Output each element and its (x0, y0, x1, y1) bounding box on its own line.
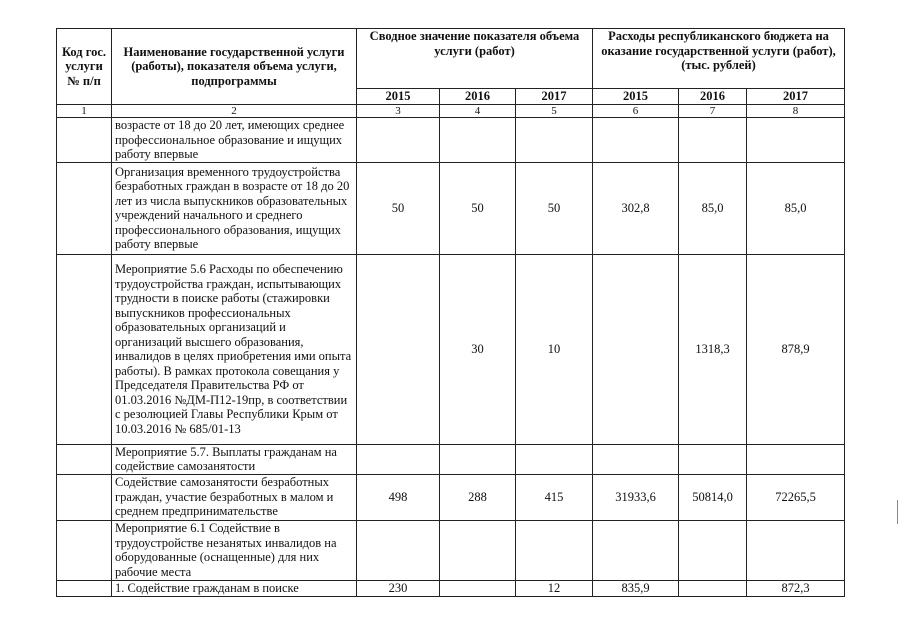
volume-2016: 288 (440, 474, 516, 520)
scan-artifact (897, 500, 898, 524)
row-code (57, 580, 112, 596)
budget-2015 (593, 444, 679, 474)
column-index: 1 (57, 105, 112, 118)
column-index-row (57, 105, 845, 118)
row-name: возрасте от 18 до 20 лет, имеющих среднее профессиональное образование и ищущих работу впервые (112, 118, 357, 163)
budget-2015 (593, 520, 679, 580)
row-name: Мероприятие 5.6 Расходы по обеспечению трудоустройства граждан, испытывающих трудности в поиске работы (стажировки выпускников профессиональных образовательных организаций и организаций высшего образования, инвалидов в целях приобретения ими опыта работы). В рамках протокола совещания у Председателя Правительства РФ от 01.03.2016 №ДМ-П12-19пр, в соответствии с резолюцией Главы Республики Крым от 10.03.2016 № 685/01-13 (112, 254, 357, 444)
column-index: 7 (679, 105, 747, 118)
column-index: 3 (357, 105, 440, 118)
volume-2017 (516, 118, 593, 163)
volume-2016 (440, 118, 516, 163)
volume-2017 (516, 520, 593, 580)
volume-2015 (357, 520, 440, 580)
volume-2017: 10 (516, 254, 593, 444)
header-name: Наименование государственной услуги (работы), показателя объема услуги, подпрограммы (112, 29, 357, 105)
row-code (57, 118, 112, 163)
volume-2015: 50 (357, 162, 440, 254)
table-row (57, 520, 845, 580)
column-index: 2 (112, 105, 357, 118)
row-name: Организация временного трудоустройства безработных граждан в возрасте от 18 до 20 лет из числа выпускников образовательных учреждений начального и среднего профессионального образования, ищущих работу впервые (112, 162, 357, 254)
volume-2016 (440, 444, 516, 474)
column-index: 4 (440, 105, 516, 118)
budget-2016 (679, 118, 747, 163)
table-row (57, 474, 845, 520)
year-header: 2016 (440, 89, 516, 105)
header-code: Код гос. услуги № п/п (57, 29, 112, 105)
budget-2015: 302,8 (593, 162, 679, 254)
budget-2016 (679, 580, 747, 596)
header-volume: Сводное значение показателя объема услуги (работ) (357, 29, 593, 89)
header-budget: Расходы республиканского бюджета на оказание государственной услуги (работ), (тыс. рублей) (593, 29, 845, 89)
budget-2017: 872,3 (747, 580, 845, 596)
table-row (57, 118, 845, 163)
table-row (57, 162, 845, 254)
budget-2016: 50814,0 (679, 474, 747, 520)
year-header: 2016 (679, 89, 747, 105)
row-name: Мероприятие 5.7. Выплаты гражданам на содействие самозанятости (112, 444, 357, 474)
volume-2015: 230 (357, 580, 440, 596)
row-code (57, 444, 112, 474)
row-name: Мероприятие 6.1 Содействие в трудоустройстве незанятых инвалидов на оборудованные (оснащенные) для них рабочие места (112, 520, 357, 580)
budget-2015: 31933,6 (593, 474, 679, 520)
budget-2016: 1318,3 (679, 254, 747, 444)
year-header: 2015 (357, 89, 440, 105)
volume-2015 (357, 118, 440, 163)
budget-2016: 85,0 (679, 162, 747, 254)
budget-2016 (679, 444, 747, 474)
row-code (57, 162, 112, 254)
volume-2016 (440, 520, 516, 580)
year-header: 2015 (593, 89, 679, 105)
header-row (57, 29, 845, 89)
table-row (57, 254, 845, 444)
row-code (57, 474, 112, 520)
budget-2017: 72265,5 (747, 474, 845, 520)
budget-table (56, 28, 845, 597)
volume-2016: 30 (440, 254, 516, 444)
row-code (57, 520, 112, 580)
budget-2017 (747, 444, 845, 474)
volume-2015: 498 (357, 474, 440, 520)
budget-2015 (593, 254, 679, 444)
row-name: 1. Содействие гражданам в поиске (112, 580, 357, 596)
volume-2017: 50 (516, 162, 593, 254)
volume-2016: 50 (440, 162, 516, 254)
volume-2015 (357, 444, 440, 474)
budget-2015 (593, 118, 679, 163)
volume-2017: 12 (516, 580, 593, 596)
row-code (57, 254, 112, 444)
row-name: Содействие самозанятости безработных граждан, участие безработных в малом и среднем предпринимательстве (112, 474, 357, 520)
volume-2017: 415 (516, 474, 593, 520)
column-index: 5 (516, 105, 593, 118)
table-row (57, 580, 845, 596)
volume-2017 (516, 444, 593, 474)
column-index: 8 (747, 105, 845, 118)
budget-2017: 85,0 (747, 162, 845, 254)
column-index: 6 (593, 105, 679, 118)
volume-2016 (440, 580, 516, 596)
volume-2015 (357, 254, 440, 444)
budget-2017 (747, 520, 845, 580)
budget-2016 (679, 520, 747, 580)
budget-2017: 878,9 (747, 254, 845, 444)
budget-2017 (747, 118, 845, 163)
table-row (57, 444, 845, 474)
budget-2015: 835,9 (593, 580, 679, 596)
year-header: 2017 (516, 89, 593, 105)
year-header: 2017 (747, 89, 845, 105)
